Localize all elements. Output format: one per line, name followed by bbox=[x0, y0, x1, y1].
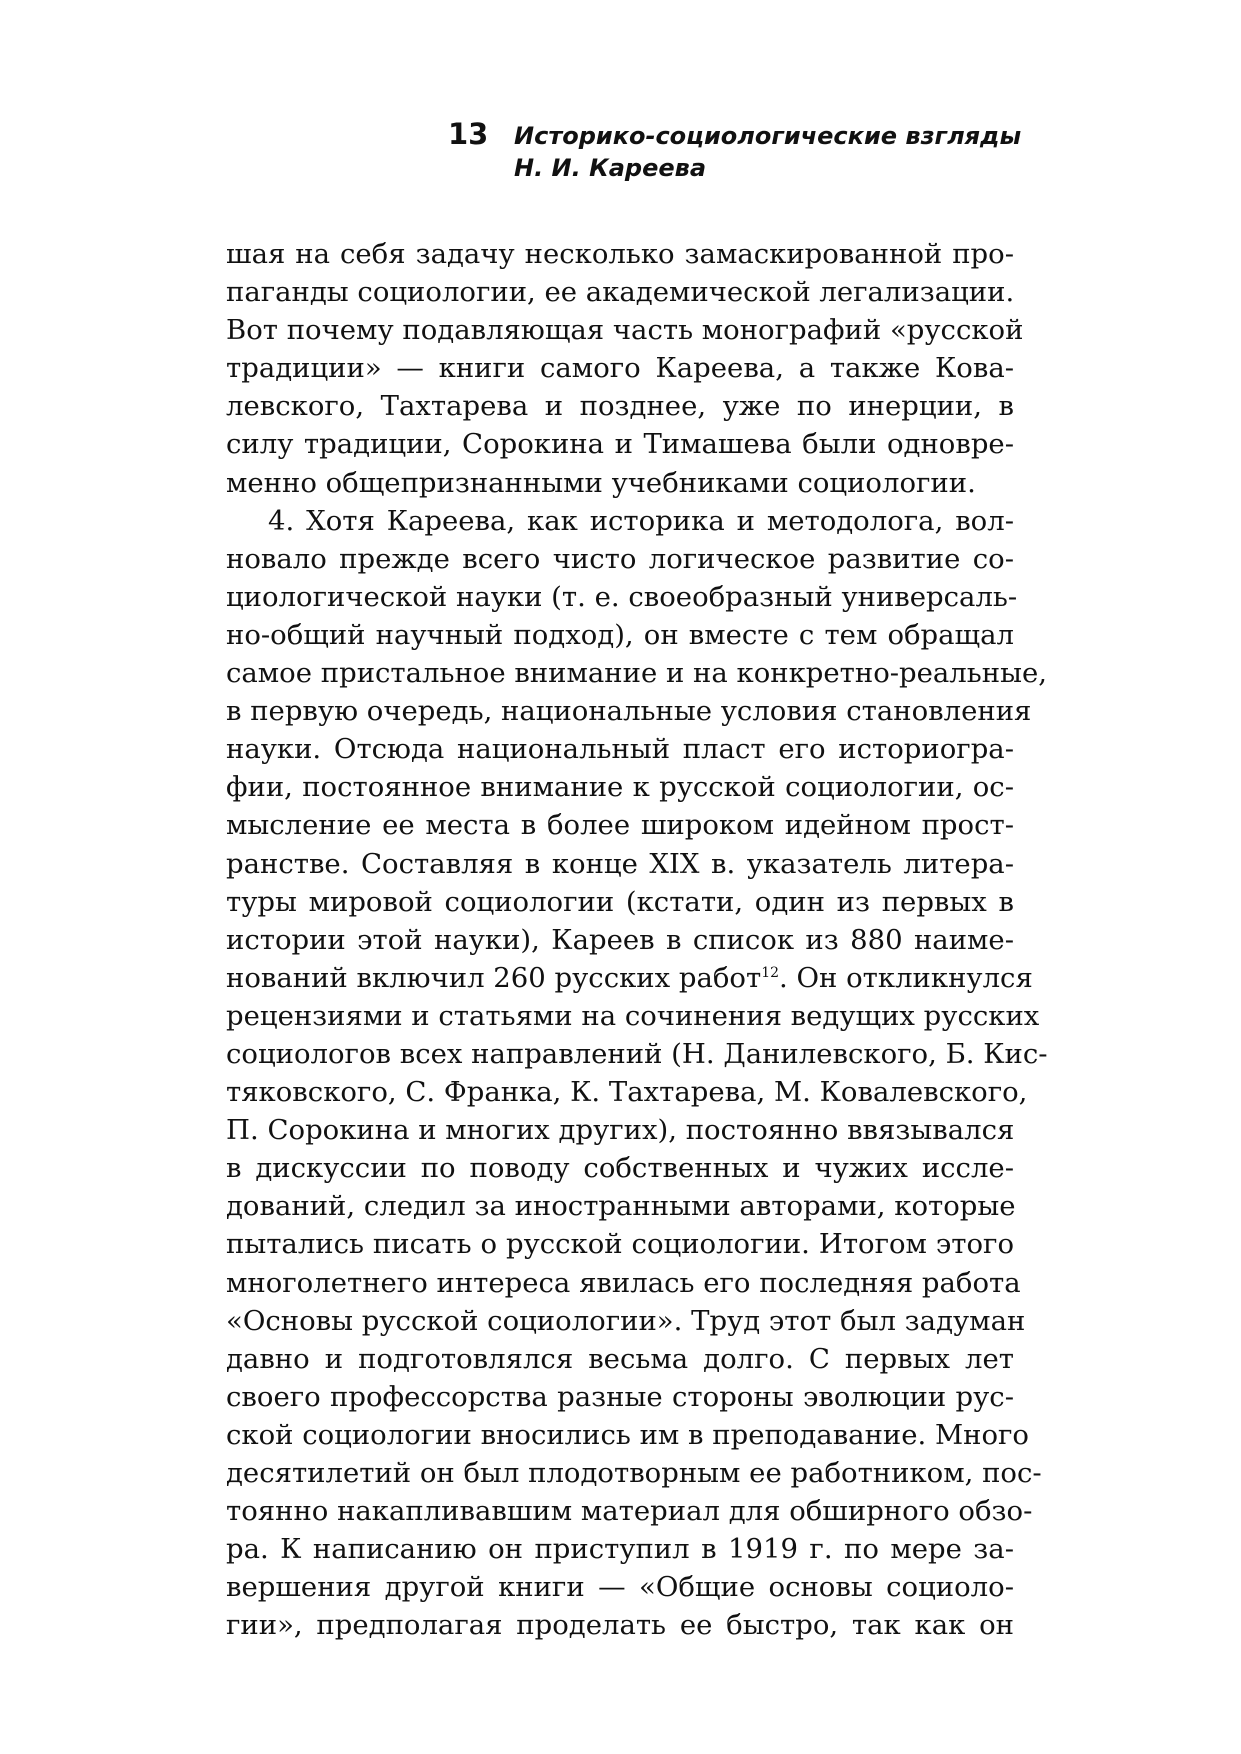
line-head: нований включил 260 русских работ bbox=[226, 961, 762, 994]
text-line: но-общий научный подход), он вместе с тем обращал bbox=[226, 618, 1014, 651]
text-line: гии», предполагая проделать ее быстро, так как он bbox=[226, 1609, 1014, 1642]
text-line: шая на себя задачу несколько замаскированной про- bbox=[226, 238, 1014, 270]
text-line: давно и подготовлялся весьма долго. С первых лет bbox=[226, 1342, 1014, 1375]
text-line: науки. Отсюда национальный пласт его историогра- bbox=[226, 733, 1014, 766]
text-line: социологов всех направлений (Н. Данилевского, Б. Кис- bbox=[226, 1037, 1048, 1070]
text-line: своего профессорства разные стороны эволюции рус- bbox=[226, 1380, 1014, 1413]
text-line: П. Сорокина и многих других), постоянно ввязывался bbox=[226, 1114, 1015, 1147]
running-header bbox=[448, 118, 1021, 184]
text-line: ранстве. Составляя в конце XIX в. указатель литера- bbox=[226, 847, 1014, 880]
body-text bbox=[226, 235, 1048, 1644]
text-line: в первую очередь, национальные условия становления bbox=[226, 695, 1032, 728]
text-line: туры мировой социологии (кстати, один из первых в bbox=[226, 885, 1014, 918]
line-tail: . Он откликнулся bbox=[779, 961, 1033, 994]
text-line: «Основы русской социологии». Труд этот был задуман bbox=[226, 1304, 1026, 1337]
text-line: фии, постоянное внимание к русской социологии, ос- bbox=[226, 771, 1014, 804]
text-line: Вот почему подавляющая часть монографий «русской bbox=[226, 314, 1024, 347]
text-line: новало прежде всего чисто логическое развитие со- bbox=[226, 542, 1014, 575]
footnote-reference: 12 bbox=[761, 964, 780, 981]
text-line: пытались писать о русской социологии. Итогом этого bbox=[226, 1228, 1014, 1261]
text-line: традиции» — книги самого Кареева, а также Кова- bbox=[226, 352, 1014, 385]
text-line: паганды социологии, ее академической легализации. bbox=[226, 276, 1015, 309]
text-line: ра. К написанию он приступил в 1919 г. по мере за- bbox=[226, 1533, 1014, 1566]
page-number: 13 bbox=[448, 117, 489, 151]
text-line: мысление ее места в более широком идейном прост- bbox=[226, 809, 1014, 842]
text-line: силу традиции, Сорокина и Тимашева были одновре- bbox=[226, 428, 1014, 461]
header-title-line1: Историко-социологические взгляды bbox=[514, 122, 1022, 150]
text-line: в дискуссии по поводу собственных и чужих иссле- bbox=[226, 1152, 1014, 1185]
text-line: истории этой науки), Кареев в список из 880 наиме- bbox=[226, 923, 1014, 956]
paragraph-start-line: 4. Хотя Кареева, как историка и методолога, вол- bbox=[268, 504, 1014, 537]
text-line-with-footnote bbox=[226, 959, 1033, 997]
text-line: многолетнего интереса явилась его последняя работа bbox=[226, 1266, 1021, 1299]
text-line: левского, Тахтарева и позднее, уже по инерции, в bbox=[226, 390, 1014, 423]
text-line: ской социологии вносились им в преподавание. Много bbox=[226, 1418, 1029, 1451]
text-line: самое пристальное внимание и на конкретно-реальные, bbox=[226, 657, 1047, 690]
text-line: тяковского, С. Франка, К. Тахтарева, М. Ковалевского, bbox=[226, 1076, 1028, 1109]
text-line: рецензиями и статьями на сочинения ведущих русских bbox=[226, 999, 1040, 1032]
text-line: тоянно накапливавшим материал для обширного обзо- bbox=[226, 1495, 1033, 1528]
text-line: циологической науки (т. е. своеобразный универсаль- bbox=[226, 580, 1018, 613]
header-title-line2: Н. И. Кареева bbox=[514, 154, 707, 182]
text-line: десятилетий он был плодотворным ее работником, пос- bbox=[226, 1457, 1042, 1489]
text-line: вершения другой книги — «Общие основы социоло- bbox=[226, 1571, 1014, 1604]
text-line: дований, следил за иностранными авторами, которые bbox=[226, 1190, 1016, 1223]
text-line: менно общепризнанными учебниками социологии. bbox=[226, 466, 976, 499]
